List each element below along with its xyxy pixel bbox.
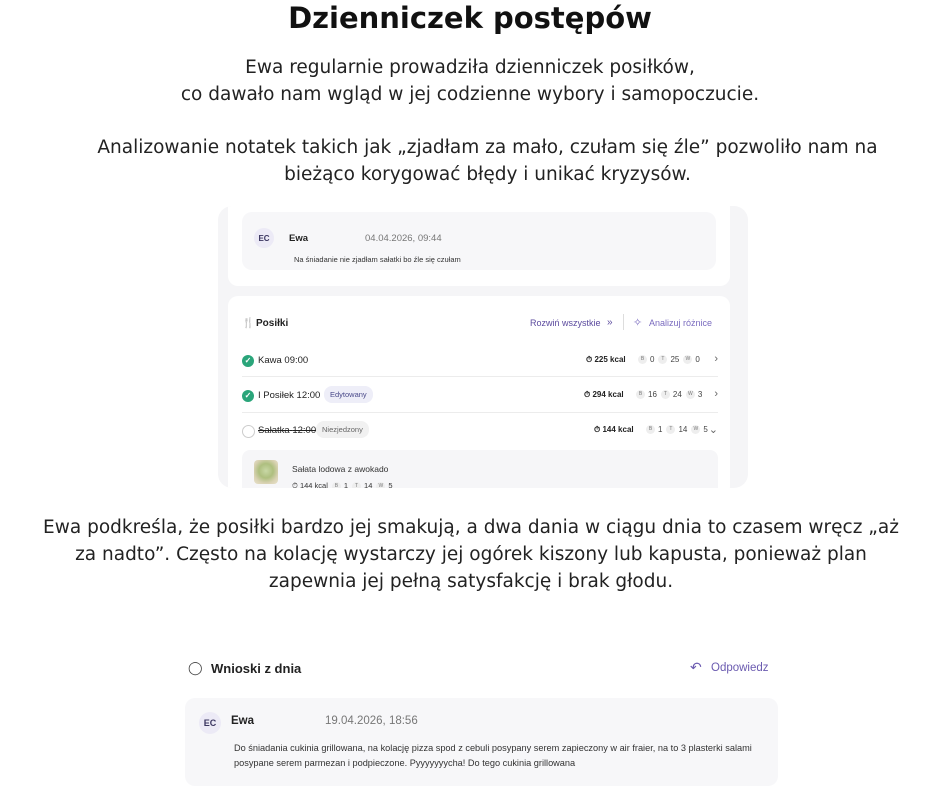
meal-ingredient-item bbox=[242, 450, 718, 488]
note-panel bbox=[228, 206, 730, 286]
chevron-right-icon[interactable]: › bbox=[714, 388, 718, 400]
expand-all-button[interactable]: Rozwiń wszystkie bbox=[530, 318, 601, 328]
meal-row[interactable] bbox=[242, 383, 718, 411]
note-card bbox=[242, 212, 716, 270]
kcal: ⏱ 144 kcal bbox=[594, 425, 634, 434]
meal-name: I Posiłek 12:00 bbox=[258, 390, 321, 401]
reply-button[interactable]: Odpowiedz bbox=[711, 662, 769, 674]
note-text: Na śniadanie nie zjadłam sałatki bo źle się czułam bbox=[294, 255, 461, 264]
ingredient-kcal: ⏱ 144 kcal B 1 T 14 W 5 bbox=[292, 481, 393, 488]
meals-header: Posiłki bbox=[256, 318, 289, 329]
divider bbox=[623, 314, 624, 330]
note-date: 04.04.2026, 09:44 bbox=[365, 233, 442, 244]
salad-thumbnail bbox=[254, 460, 278, 484]
meals-panel bbox=[228, 296, 730, 488]
divider bbox=[242, 376, 718, 377]
conclusions-screenshot bbox=[180, 650, 790, 790]
meal-row[interactable] bbox=[242, 418, 718, 446]
chevron-right-icon[interactable]: › bbox=[714, 353, 718, 365]
intro-line-2: co dawało nam wgląd w jej codzienne wybory i samopoczucie. bbox=[180, 84, 760, 105]
intro-line-1: Ewa regularnie prowadziła dzienniczek posiłków, bbox=[245, 57, 695, 78]
analysis-text: Analizowanie notatek takich jak „zjadłam za mało, czułam się źle” pozwoliło nam na bieżąco korygować błędy i unikać kryzysów. bbox=[97, 137, 878, 185]
meal-row[interactable] bbox=[242, 348, 718, 376]
conclusion-card bbox=[185, 698, 778, 786]
avatar: EC bbox=[199, 712, 221, 734]
meal-log-screenshot bbox=[218, 206, 748, 488]
kcal: ⏱ 294 kcal bbox=[584, 390, 624, 399]
edited-badge: Edytowany bbox=[324, 386, 373, 403]
not-eaten-badge: Niezjedzony bbox=[316, 421, 369, 438]
conclusion-author: Ewa bbox=[231, 715, 255, 727]
intro-text bbox=[0, 54, 940, 108]
meal-name: Sałatka 12:00 bbox=[258, 425, 317, 436]
note-author: Ewa bbox=[289, 233, 309, 244]
meal-name: Kawa 09:00 bbox=[258, 355, 309, 366]
reply-arrow-icon[interactable]: ↶ bbox=[690, 659, 702, 675]
conclusions-title: Wnioski z dnia bbox=[211, 661, 302, 676]
kcal: ⏱ 225 kcal bbox=[586, 355, 626, 364]
analyze-differences-button[interactable]: Analizuj różnice bbox=[649, 318, 713, 328]
speech-bubble-icon: ◯ bbox=[188, 660, 203, 675]
conclusion-date: 19.04.2026, 18:56 bbox=[325, 715, 418, 727]
page-title: Dzienniczek postępów bbox=[288, 1, 652, 35]
summary-text: Ewa podkreśla, że posiłki bardzo jej smakują, a dwa dania w ciągu dnia to czasem wręcz „aż za nadto”. Często na kolację wystarczy jej ogórek kiszony lub kapusta, ponieważ plan zapewnia jej pełną satysfakcję i brak głodu. bbox=[43, 517, 899, 592]
cutlery-icon: 🍴 bbox=[242, 318, 255, 329]
macros: B 1 T 14 W 5 bbox=[642, 425, 708, 434]
avatar: EC bbox=[254, 228, 274, 248]
macros: B 16 T 24 W 3 bbox=[632, 390, 702, 399]
divider bbox=[242, 412, 718, 413]
unchecked-circle-icon bbox=[242, 425, 255, 438]
check-icon: ✓ bbox=[242, 390, 254, 402]
conclusion-text: Do śniadania cukinia grillowana, na kolację pizza spod z cebuli posypany serem zapieczony w air fraier, na to 3 plasterki salami posypane serem parmezan i podpieczone. Pyyyyyyycha! Do tego cukinia grillowana bbox=[234, 743, 752, 768]
ingredient-name: Sałata lodowa z awokado bbox=[292, 464, 389, 474]
double-chevron-right-icon[interactable]: » bbox=[607, 317, 613, 328]
check-icon: ✓ bbox=[242, 355, 254, 367]
macros: B 0 T 25 W 0 bbox=[634, 355, 700, 364]
chevron-down-icon[interactable]: ⌄ bbox=[708, 424, 718, 436]
sparkle-icon[interactable]: ✧ bbox=[633, 317, 643, 329]
